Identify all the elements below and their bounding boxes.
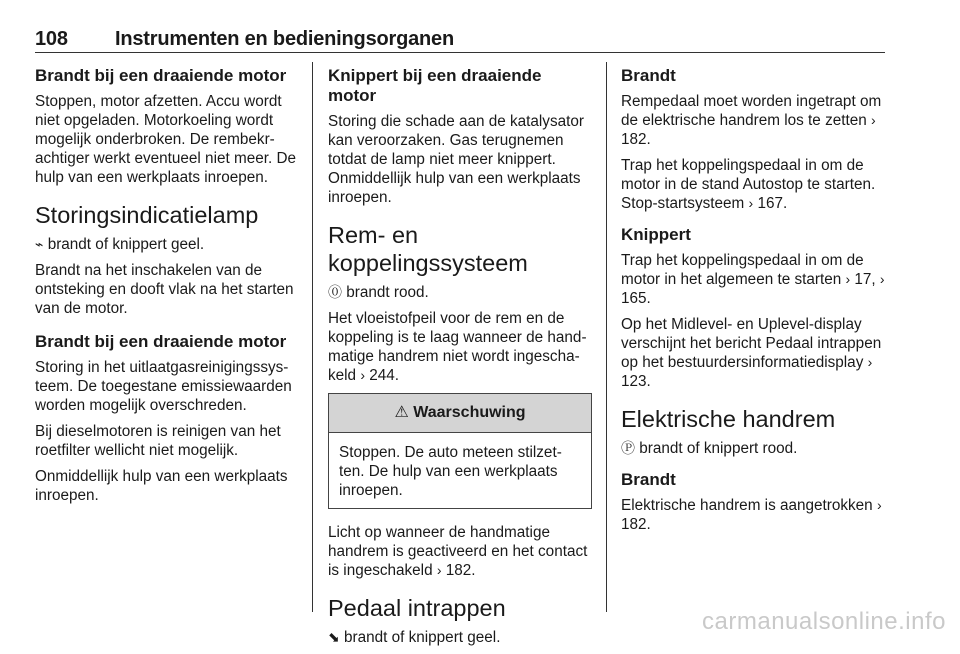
paragraph: Trap het koppelingspedaal in om de motor in de stand Autostop te starten. Stop-startsysteem › 167.	[621, 157, 876, 212]
section-heading: Brandt bij een draaiende motor	[35, 66, 287, 85]
warning-box	[328, 393, 592, 509]
paragraph: Ⓟ brandt of knippert rood.	[621, 440, 798, 457]
section-heading: Knippert	[621, 225, 691, 244]
paragraph: Het vloeistofpeil voor de rem en de koppeling is te laag wanneer de handmatige handrem niet wordt ingeschakeld › 244.	[328, 310, 587, 384]
arrow-ref-icon: ›	[360, 367, 365, 383]
arrow-ref-icon: ›	[871, 112, 876, 128]
paragraph: ⬊ brandt of knippert geel.	[328, 629, 501, 646]
page-ref[interactable]: 182.	[621, 131, 651, 148]
page-number: 108	[35, 28, 68, 50]
section-title: Storingsindicatielamp	[35, 202, 259, 228]
arrow-ref-icon: ›	[845, 271, 851, 287]
arrow-ref-icon: ›	[867, 354, 873, 370]
paragraph: Licht op wanneer de handmatige handrem is geactiveerd en het contact is ingeschakeld › 182.	[328, 524, 588, 579]
column-divider	[312, 62, 313, 612]
section-title: Elektrische handrem	[621, 406, 836, 432]
pedal-icon: ⬊	[328, 629, 340, 645]
section-heading: Brandt	[621, 470, 676, 489]
arrow-ref-icon: ›	[748, 195, 754, 211]
paragraph: Stoppen, motor afzetten. Accu wordt niet opgeladen. Motorkoeling wordt mogelijk onderbroken. De rembekrachtiger werkt eventueel niet meer. De hulp van een werkplaats inroepen.	[35, 93, 297, 186]
paragraph: ⌁ brandt of knippert geel.	[35, 236, 205, 253]
arrow-ref-icon: ›	[436, 562, 442, 578]
watermark: carmanualsonline.info	[702, 608, 946, 635]
page-ref[interactable]: 17,	[854, 271, 876, 288]
section-title: Pedaal intrappen	[328, 595, 506, 621]
column-3	[621, 66, 887, 541]
page-ref[interactable]: 182.	[621, 516, 651, 533]
paragraph: Onmiddellijk hulp van een werkplaats inroepen.	[35, 468, 288, 504]
section-heading: Brandt	[621, 66, 676, 85]
column-1	[35, 66, 299, 512]
page-ref[interactable]: 167.	[757, 195, 788, 212]
page-ref[interactable]: 123.	[621, 373, 651, 390]
paragraph: Trap het koppelingspedaal in om de motor in het algemeen te starten › 17, › 165.	[621, 252, 885, 307]
paragraph: ⓪ brandt rood.	[328, 284, 429, 301]
page-title: Instrumenten en bedieningsorganen	[115, 28, 454, 50]
arrow-ref-icon: ›	[876, 497, 882, 513]
page-ref[interactable]: 244.	[369, 367, 400, 384]
section-heading: Brandt bij een draaiende motor	[35, 332, 287, 351]
section-title: Rem- en koppelingssysteem	[328, 222, 528, 276]
column-2	[328, 66, 592, 654]
paragraph: Op het Midlevel- en Uplevel-display verschijnt het bericht Pedaal intrappen op het bestuurdersinformatiedisplay › 123.	[621, 316, 882, 390]
page-ref[interactable]: 165.	[621, 290, 651, 307]
paragraph: Elektrische handrem is aangetrokken › 182.	[621, 497, 882, 533]
column-divider	[606, 62, 607, 612]
brake-icon: ⓪	[328, 284, 342, 300]
parking-brake-icon: Ⓟ	[621, 440, 635, 456]
paragraph: Brandt na het inschakelen van de ontsteking en dooft vlak na het starten van de motor.	[35, 262, 294, 317]
warning-triangle-icon: ⚠	[394, 404, 409, 421]
warning-header: ⚠ Waarschuwing	[329, 394, 591, 433]
arrow-ref-icon: ›	[879, 271, 885, 287]
paragraph: Rempedaal moet worden ingetrapt om de elektrische handrem los te zetten › 182.	[621, 93, 882, 148]
engine-icon: ⌁	[35, 236, 44, 252]
page-ref[interactable]: 182.	[445, 562, 476, 579]
paragraph: Storing in het uitlaatgasreinigingssysteem. De toegestane emissiewaarden worden mogelijk overschreden.	[35, 359, 292, 414]
paragraph: Storing die schade aan de katalysator kan veroorzaken. Gas terugnemen totdat de lamp niet meer knippert. Onmiddellijk hulp van een werkplaats inroepen.	[328, 113, 584, 206]
paragraph: Bij dieselmotoren is reinigen van het roetfilter wellicht niet mogelijk.	[35, 423, 281, 459]
warning-text: Stoppen. De auto meteen stilzetten. De hulp van een werkplaats inroepen.	[339, 444, 562, 499]
page-header	[35, 28, 885, 53]
section-heading: Knippert bij een draaiende motor	[328, 66, 542, 105]
